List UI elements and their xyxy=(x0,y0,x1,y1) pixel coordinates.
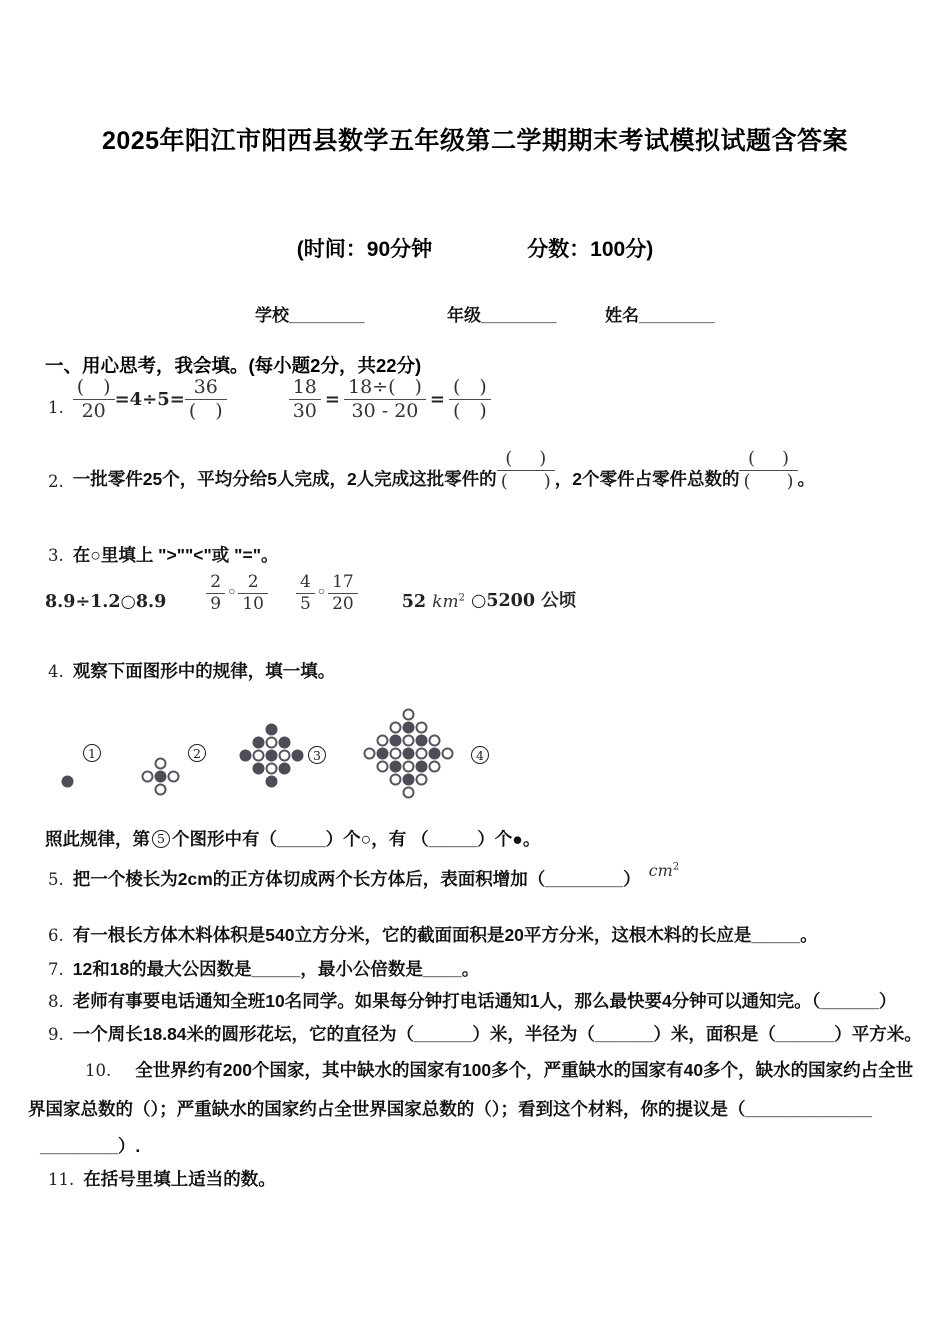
filled-dot xyxy=(252,737,264,749)
pattern-figure-3 xyxy=(239,723,304,788)
name-field: 姓名________ xyxy=(605,306,715,325)
exam-meta xyxy=(0,233,950,263)
pattern-figure-1 xyxy=(61,775,74,788)
open-dot xyxy=(265,763,277,775)
question-text: 一批零件25个，平均分给5人完成，2人完成这批零件的 xyxy=(72,468,497,489)
km-squared-unit: $km^2$ xyxy=(432,592,465,613)
filled-dot xyxy=(154,771,166,783)
open-dot xyxy=(428,735,440,747)
question-number: 10. xyxy=(85,1061,112,1080)
filled-dot xyxy=(265,750,277,762)
period: 。 xyxy=(797,468,816,489)
filled-dot xyxy=(415,761,427,773)
pattern-figure-2 xyxy=(141,757,180,796)
question-number: 4. xyxy=(48,662,64,681)
question-8 xyxy=(48,988,896,1013)
school-field: 学校________ xyxy=(255,306,365,325)
fraction-2-9: $\frac{2}{9}$ xyxy=(206,572,225,614)
open-dot xyxy=(402,735,414,747)
pattern-figures xyxy=(0,695,950,825)
open-dot xyxy=(415,748,427,760)
question-text: 有一根长方体木料体积是540立方分米，它的截面面积是20平方分米，这根木料的长应是_____。 xyxy=(72,925,818,945)
question-text: 老师有事要电话通知全班10名同学。如果每分钟打电话通知1人，那么最快要4分钟可以通知完。（______） xyxy=(72,991,897,1011)
question-text: 观察下面图形中的规律，填一填。 xyxy=(72,661,336,681)
filled-dot xyxy=(291,750,303,762)
equation-middle: =4÷5= xyxy=(114,389,185,411)
question-text: 在括号里填上适当的数。 xyxy=(83,1169,276,1189)
filled-dot xyxy=(265,776,277,788)
open-dot xyxy=(363,748,375,760)
open-dot xyxy=(415,774,427,786)
question-10-line3 xyxy=(40,1133,140,1158)
question-number: 1. xyxy=(48,398,64,418)
fraction-18-over-30: $\frac{18}{30}$ xyxy=(289,376,321,423)
question-11 xyxy=(48,1166,276,1191)
question-10-line2 xyxy=(28,1096,872,1121)
filled-dot xyxy=(402,748,414,760)
filled-dot xyxy=(415,735,427,747)
rule-text: 照此规律，第 xyxy=(45,829,150,849)
question-4 xyxy=(48,658,335,683)
question-number: 6. xyxy=(48,926,64,945)
question-number: 8. xyxy=(48,992,64,1011)
pattern-figure-4 xyxy=(363,708,454,799)
filled-dot xyxy=(402,774,414,786)
question-number: 3. xyxy=(48,546,64,565)
question-3-items xyxy=(45,572,576,614)
equals-sign: = xyxy=(324,389,340,411)
filled-dot xyxy=(265,724,277,736)
filled-dot xyxy=(278,763,290,775)
question-text: 12和18的最大公因数是_____，最小公倍数是____。 xyxy=(72,959,480,979)
grade-field: 年级________ xyxy=(447,306,557,325)
open-dot xyxy=(376,761,388,773)
question-4-rule xyxy=(45,826,540,851)
filled-dot xyxy=(376,748,388,760)
filled-dot xyxy=(402,722,414,734)
open-dot xyxy=(376,735,388,747)
question-5 xyxy=(48,861,680,891)
question-number: 11. xyxy=(48,1170,75,1189)
open-dot xyxy=(415,722,427,734)
open-dot xyxy=(154,784,166,796)
filled-dot xyxy=(278,737,290,749)
question-text: 把一个棱长为2cm的正方体切成两个长方体后，表面积增加（________） xyxy=(72,869,641,889)
fraction-blank-over-blank: $\frac{( )}{( )}$ xyxy=(449,376,491,423)
page-title: 2025年阳江市阳西县数学五年级第二学期期末考试模拟试题含答案 xyxy=(101,126,849,155)
circled-five: 5 xyxy=(152,830,170,848)
question-number: 5. xyxy=(48,870,64,889)
open-dot xyxy=(167,771,179,783)
filled-dot xyxy=(428,748,440,760)
fraction-blank: $\frac{( )}{( )}$ xyxy=(739,448,797,493)
section1-heading: 一、用心思考，我会填。(每小题2分，共22分) xyxy=(45,355,422,376)
open-dot xyxy=(252,750,264,762)
open-dot xyxy=(141,771,153,783)
question-text: 界国家总数的（）；严重缺水的国家约占全世界国家总数的（）；看到这个材料，你的提议是（_____________ xyxy=(28,1099,873,1119)
fraction-18div-blank: $\frac{18\div( )}{30 - 20}$ xyxy=(344,376,426,423)
equals-sign: = xyxy=(429,389,445,411)
question-text: 全世界约有200个国家，其中缺水的国家有100多个，严重缺水的国家有40多个，缺水的国家约占全世 xyxy=(135,1060,914,1080)
fraction-2-10: $\frac{2}{10}$ xyxy=(238,572,268,614)
question-text: 在○里填上 ">""<"或 "="。 xyxy=(72,545,279,565)
question-text: ，2个零件占零件总数的 xyxy=(554,468,740,489)
question-text: ________）. xyxy=(40,1136,141,1156)
question-number: 7. xyxy=(48,960,64,979)
question-9 xyxy=(48,1021,922,1046)
question-number: 2. xyxy=(48,471,64,491)
open-dot xyxy=(428,761,440,773)
student-info-line xyxy=(0,301,950,325)
filled-dot xyxy=(239,750,251,762)
question-7 xyxy=(48,956,479,981)
fraction-36-over-blank: $\frac{36}{( )}$ xyxy=(185,376,227,423)
open-dot xyxy=(389,722,401,734)
open-dot xyxy=(389,748,401,760)
question-6 xyxy=(48,922,818,947)
meta-time: (时间：90分钟 xyxy=(296,238,433,261)
figure-label-4: 4 xyxy=(471,746,489,764)
question-number: 9. xyxy=(48,1025,64,1044)
open-dot xyxy=(441,748,453,760)
open-dot xyxy=(278,750,290,762)
cm-squared-unit: $cm^2$ xyxy=(648,861,680,880)
meta-score: 分数：100分) xyxy=(527,238,654,261)
question-2 xyxy=(48,448,815,493)
compare-item-decimal: 8.9÷1.2○8.9 xyxy=(45,592,167,613)
open-dot xyxy=(402,787,414,799)
open-dot xyxy=(402,709,414,721)
filled-dot xyxy=(61,776,73,788)
filled-dot xyxy=(389,761,401,773)
open-dot xyxy=(402,761,414,773)
filled-dot xyxy=(252,763,264,775)
compare-item-area-rest: ○5200 公顷 xyxy=(464,591,577,612)
figure-label-2: 2 xyxy=(188,744,206,762)
question-10-line1 xyxy=(85,1057,913,1082)
figure-label-1: 1 xyxy=(83,744,101,762)
question-text: 一个周长18.84米的圆形花坛，它的直径为（______）米，半径为（______）米，面积是（______）平方米。 xyxy=(72,1024,922,1044)
question-1 xyxy=(48,376,491,423)
compare-item-area-prefix: 52 xyxy=(401,592,433,613)
compare-circle: ○ xyxy=(228,584,236,599)
fraction-blank-over-20: $\frac{( )}{20}$ xyxy=(73,376,115,423)
open-dot xyxy=(265,737,277,749)
rule-text: 个图形中有（_____）个○，有 （_____）个●。 xyxy=(172,829,541,849)
open-dot xyxy=(154,758,166,770)
question-3 xyxy=(48,542,279,567)
compare-circle: ○ xyxy=(317,584,326,599)
filled-dot xyxy=(389,735,401,747)
open-dot xyxy=(389,774,401,786)
figure-label-3: 3 xyxy=(308,746,326,764)
fraction-4-5: $\frac{4}{5}$ xyxy=(296,572,315,614)
fraction-blank: $\frac{( )}{( )}$ xyxy=(497,448,555,493)
fraction-17-20: $\frac{17}{20}$ xyxy=(328,572,358,614)
